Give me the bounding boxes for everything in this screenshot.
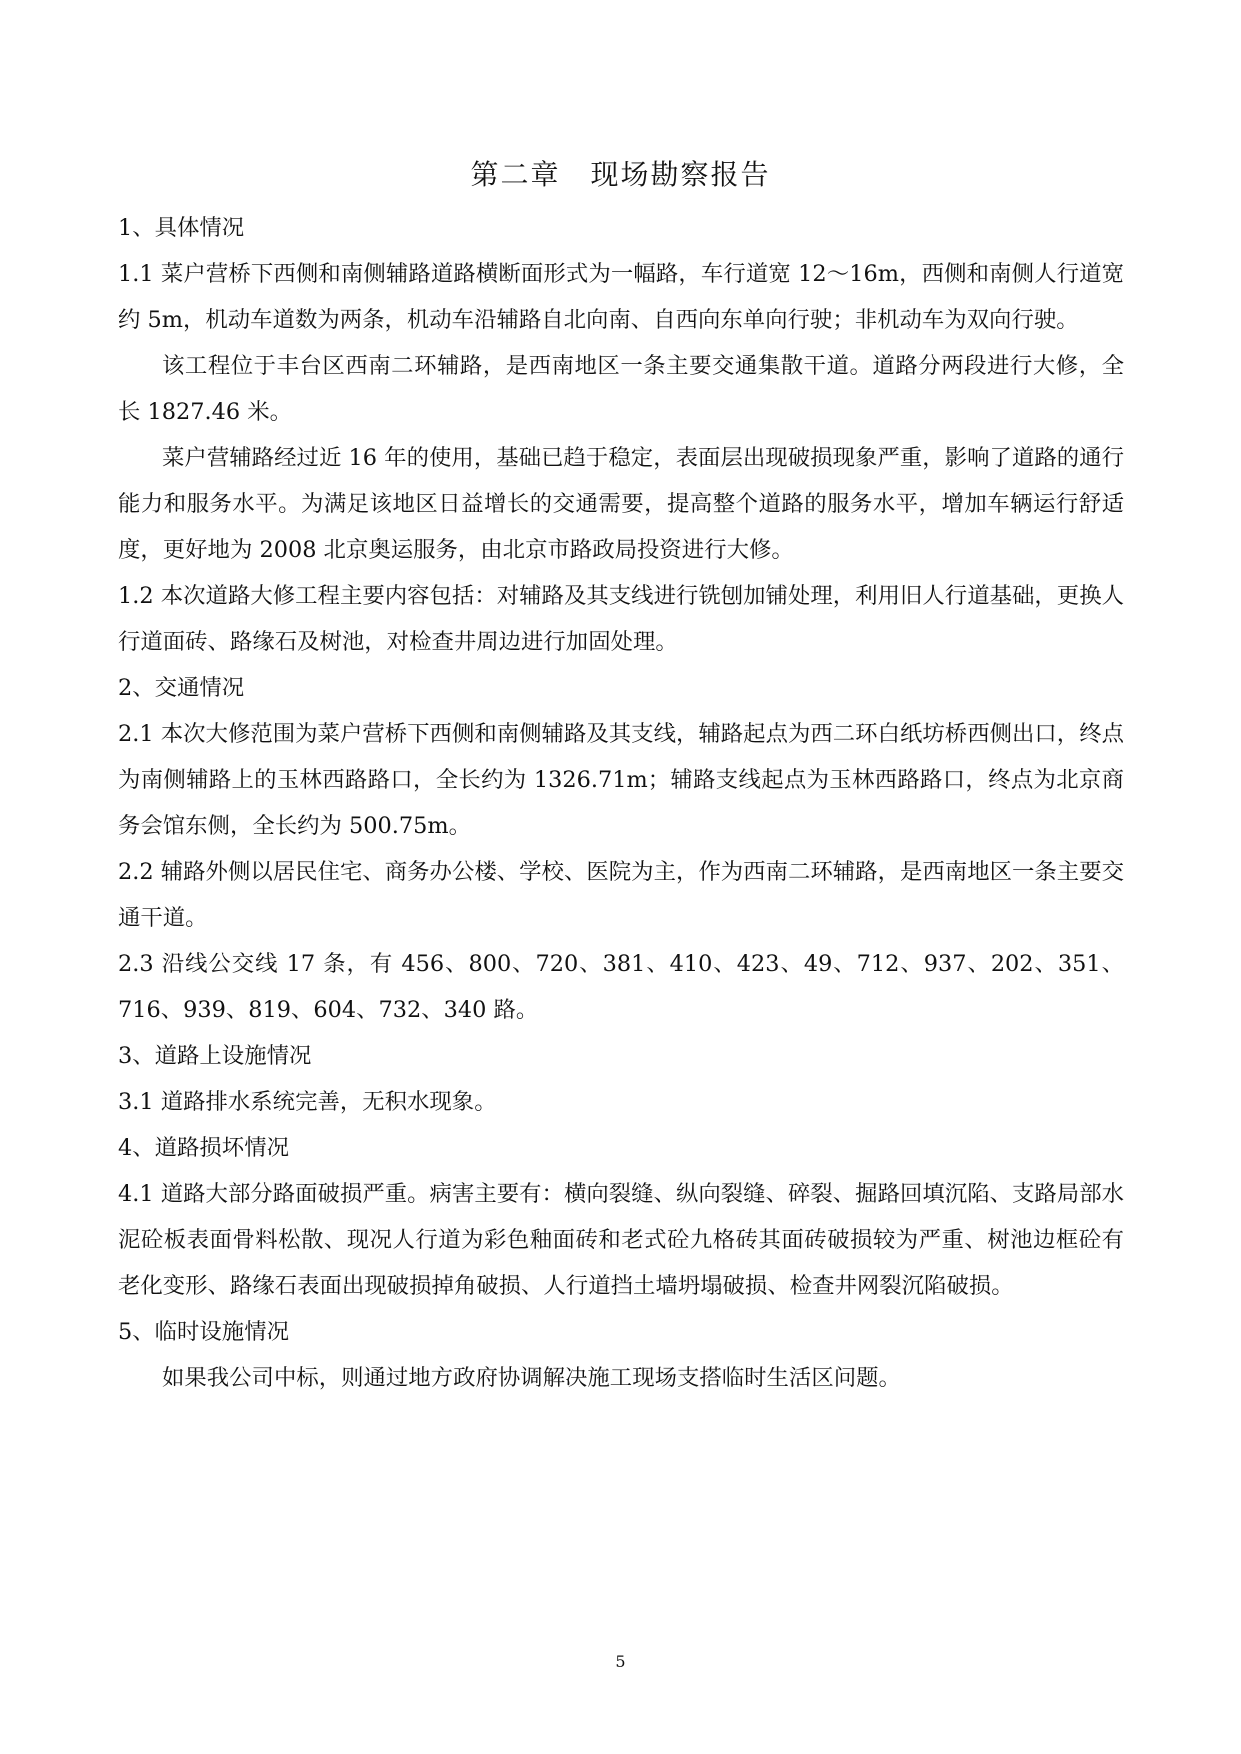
paragraph-4-1: 4.1 道路大部分路面破损严重。病害主要有：横向裂缝、纵向裂缝、碎裂、掘路回填沉陷、支路局部水泥砼板表面骨料松散、现况人行道为彩色釉面砖和老式砼九格砖其面砖破损较为严重、树池边框砼有老化变形、路缘石表面出现破损掉角破损、人行道挡土墙坍塌破损、检查井网裂沉陷破损。 <box>118 1181 1124 1299</box>
paragraph-3-1: 3.1 道路排水系统完善，无积水现象。 <box>118 1089 497 1115</box>
section-heading-2: 2、交通情况 <box>118 675 245 701</box>
report-body <box>118 205 1124 1401</box>
page-number: 5 <box>615 1652 626 1671</box>
paragraph-2-1: 2.1 本次大修范围为菜户营桥下西侧和南侧辅路及其支线，辅路起点为西二环白纸坊桥西侧出口，终点为南侧辅路上的玉林西路路口，全长约为 1326.71m；辅路支线起点为玉林西路路口，终点为北京商务会馆东侧，全长约为 500.75m。 <box>118 721 1124 839</box>
section-heading-4: 4、道路损坏情况 <box>118 1135 289 1161</box>
paragraph-2-2: 2.2 辅路外侧以居民住宅、商务办公楼、学校、医院为主，作为西南二环辅路，是西南地区一条主要交通干道。 <box>118 859 1124 931</box>
paragraph-1-1: 1.1 菜户营桥下西侧和南侧辅路道路横断面形式为一幅路，车行道宽 12～16m，西侧和南侧人行道宽约 5m，机动车道数为两条，机动车沿辅路自北向南、自西向东单向行驶；非机动车为双向行驶。 <box>118 261 1124 333</box>
section-heading-1: 1、具体情况 <box>118 215 245 241</box>
section-heading-5: 5、临时设施情况 <box>118 1319 289 1345</box>
paragraph-2-3: 2.3 沿线公交线 17 条，有 456、800、720、381、410、423、49、712、937、202、351、716、939、819、604、732、340 路。 <box>118 951 1124 1023</box>
paragraph-1-2: 1.2 本次道路大修工程主要内容包括：对辅路及其支线进行铣刨加铺处理，利用旧人行道基础，更换人行道面砖、路缘石及树池，对检查井周边进行加固处理。 <box>118 583 1124 655</box>
paragraph-project-location: 该工程位于丰台区西南二环辅路，是西南地区一条主要交通集散干道。道路分两段进行大修，全长 1827.46 米。 <box>118 353 1124 425</box>
chapter-title: 第二章 现场勘察报告 <box>470 158 771 191</box>
paragraph-temporary-facilities: 如果我公司中标，则通过地方政府协调解决施工现场支搭临时生活区问题。 <box>162 1365 901 1391</box>
section-heading-3: 3、道路上设施情况 <box>118 1043 312 1069</box>
paragraph-road-condition: 菜户营辅路经过近 16 年的使用，基础已趋于稳定，表面层出现破损现象严重，影响了道路的通行能力和服务水平。为满足该地区日益增长的交通需要，提高整个道路的服务水平，增加车辆运行舒适度，更好地为 2008 北京奥运服务，由北京市路政局投资进行大修。 <box>118 445 1124 563</box>
